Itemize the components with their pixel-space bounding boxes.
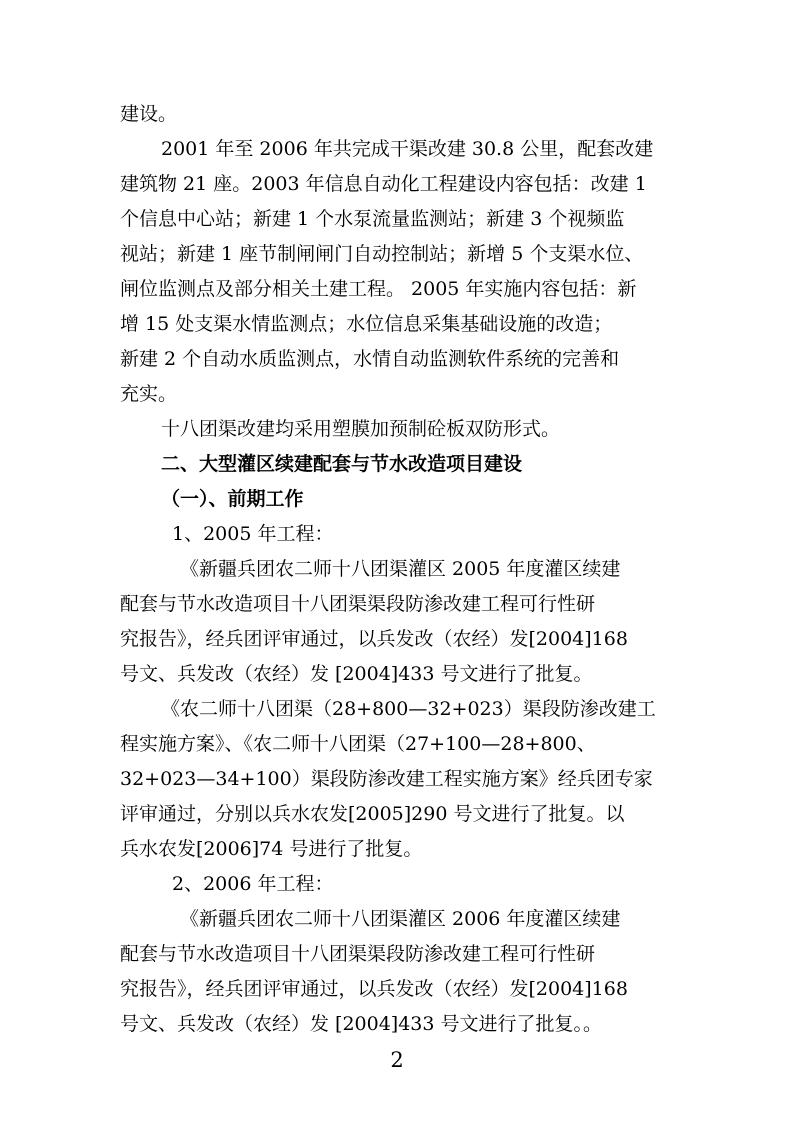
text-line: 《新疆兵团农二师十八团渠灌区 2005 年度灌区续建 bbox=[180, 558, 621, 580]
text-line: 兵水农发[2006]74 号进行了批复。 bbox=[120, 838, 423, 860]
subsection-heading: （一）、前期工作 bbox=[161, 488, 304, 510]
item-heading: 2、2006 年工程： bbox=[172, 873, 334, 895]
text-line: 号文、兵发改（农经）发 [2004]433 号文进行了批复。 bbox=[120, 663, 593, 685]
text-line: 评审通过，分别以兵水农发[2005]290 号文进行了批复。以 bbox=[120, 803, 625, 825]
text-line: 《新疆兵团农二师十八团渠灌区 2006 年度灌区续建 bbox=[180, 908, 621, 930]
text-line: 《农二师十八团渠（28+800—32+023）渠段防渗改建工 bbox=[161, 698, 656, 720]
text-line: 个信息中心站；新建 1 个水泵流量监测站；新建 3 个视频监 bbox=[120, 208, 625, 230]
text-line: 十八团渠改建均采用塑膜加预制砼板双防形式。 bbox=[161, 418, 561, 440]
text-line: 配套与节水改造项目十八团渠渠段防渗改建工程可行性研 bbox=[120, 593, 596, 615]
text-line: 32+023—34+100）渠段防渗改建工程实施方案》经兵团专家 bbox=[120, 768, 653, 790]
page-number: 2 bbox=[390, 1048, 404, 1072]
text-line: 配套与节水改造项目十八团渠渠段防渗改建工程可行性研 bbox=[120, 943, 596, 965]
text-line: 建筑物 21 座。2003 年信息自动化工程建设内容包括：改建 1 bbox=[120, 173, 647, 195]
text-line: 究报告》，经兵团评审通过，以兵发改（农经）发[2004]168 bbox=[120, 978, 628, 1000]
section-heading: 二、大型灌区续建配套与节水改造项目建设 bbox=[161, 453, 523, 475]
item-heading: 1、2005 年工程： bbox=[172, 523, 334, 545]
text-line: 程实施方案》、《农二师十八团渠（27+100—28+800、 bbox=[120, 733, 596, 755]
text-line: 号文、兵发改（农经）发 [2004]433 号文进行了批复。。 bbox=[120, 1013, 603, 1035]
text-line: 视站；新建 1 座节制闸闸门自动控制站；新增 5 个支渠水位、 bbox=[120, 243, 644, 265]
text-line: 充实。 bbox=[120, 383, 178, 405]
text-line: 究报告》，经兵团评审通过，以兵发改（农经）发[2004]168 bbox=[120, 628, 628, 650]
text-line: 增 15 处支渠水情监测点；水位信息采集基础设施的改造； bbox=[120, 313, 613, 335]
text-line: 2001 年至 2006 年共完成干渠改建 30.8 公里，配套改建 bbox=[161, 138, 654, 160]
text-line: 闸位监测点及部分相关土建工程。 2005 年实施内容包括：新 bbox=[120, 278, 637, 300]
text-line: 新建 2 个自动水质监测点，水情自动监测软件系统的完善和 bbox=[120, 348, 620, 370]
text-line: 建设。 bbox=[120, 103, 178, 125]
